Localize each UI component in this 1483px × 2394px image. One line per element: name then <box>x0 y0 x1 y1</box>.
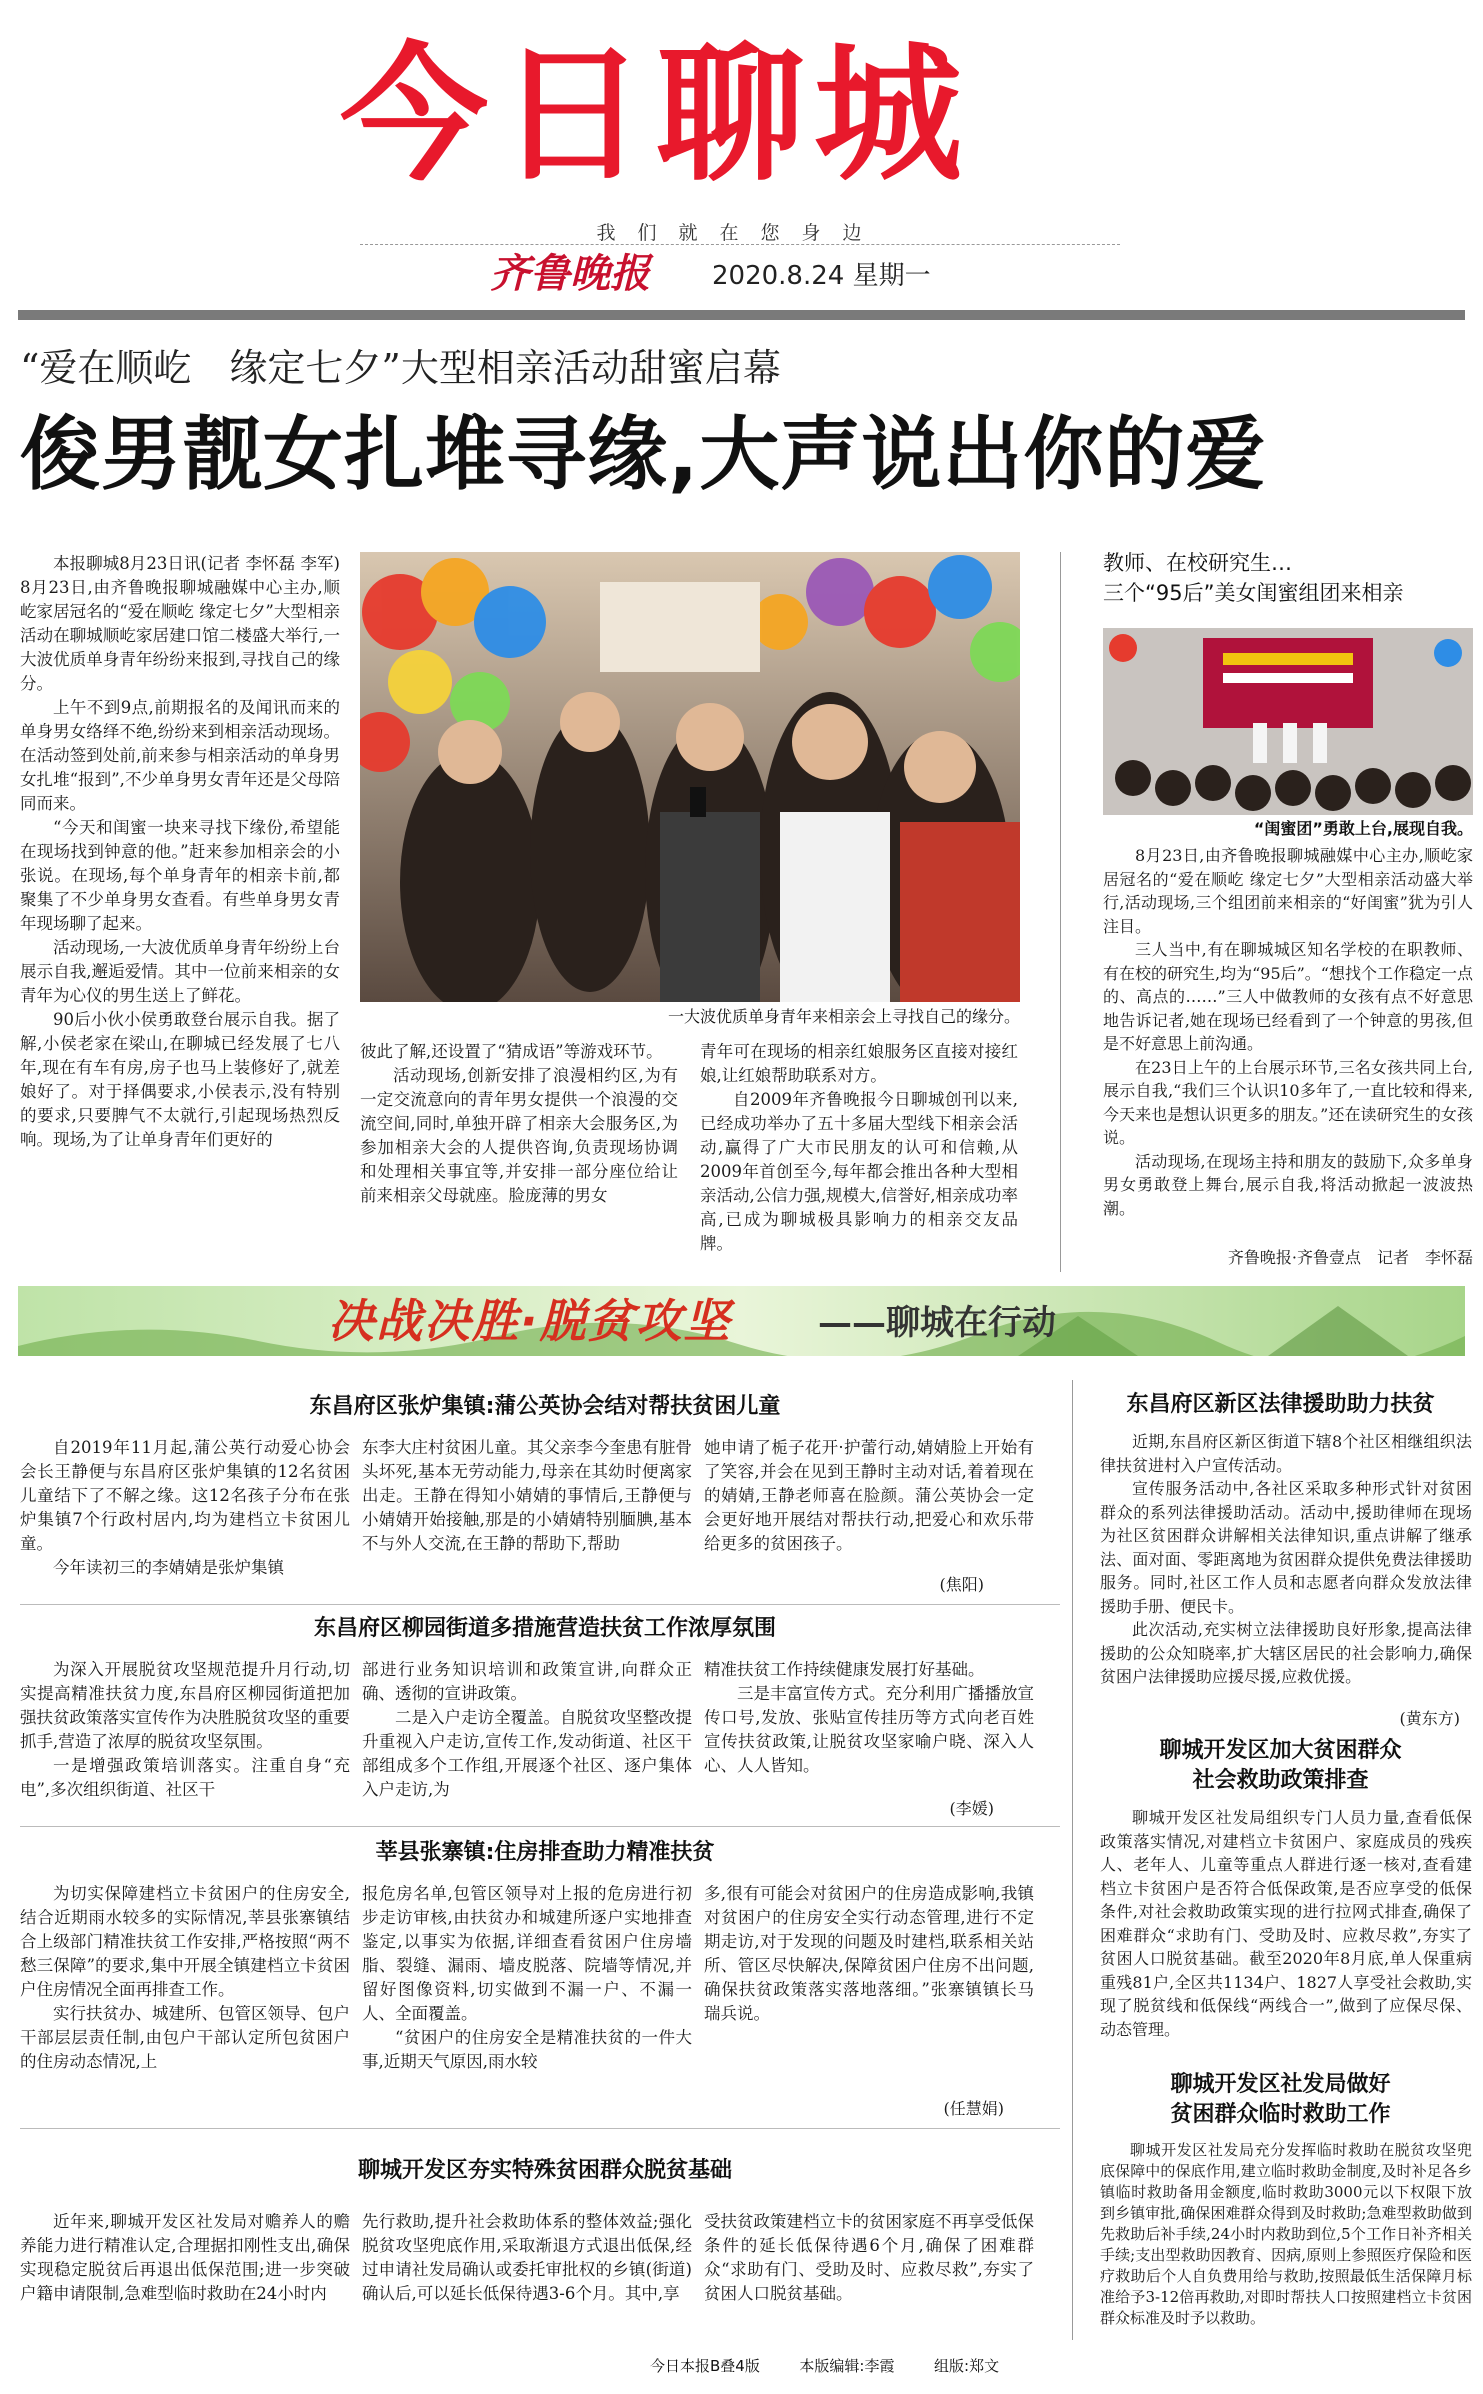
article-paragraph: 为深入开展脱贫攻坚规范提升月行动,切实提高精准扶贫力度,东昌府区柳园街道把加强扶贫政策落实宣传作为决胜脱贫攻坚的重要抓手,营造了浓厚的脱贫攻坚氛围。 <box>20 1660 350 1751</box>
lead-paragraph: 活动现场,一大波优质单身青年纷纷上台展示自我,邂逅爱情。其中一位前来相亲的女青年为心仪的男生送上了鲜花。 <box>20 938 340 1005</box>
lead-paragraph: “今天和闺蜜一块来寻找下缘份,希望能在现场找到钟意的他。”赶来参加相亲会的小张说。在现场,每个单身青年的相亲卡前,都聚集了不少单身男女查看。有些单身男女青年现场聊了起来。 <box>20 818 340 933</box>
lead-paragraph: 自2009年齐鲁晚报今日聊城创刊以来,已经成功举办了五十多届大型线下相亲会活动,赢得了广大市民朋友的认可和信赖,从2009年首创至今,每年都会推出各种大型相亲活动,公信力强,规模大,信誉好,相亲成功率高,已成为聊城极具影响力的相亲交友品牌。 <box>700 1090 1018 1253</box>
crowd-photo-illustration <box>360 552 1020 1002</box>
lead-headline: 俊男靓女扎堆寻缘,大声说出你的爱 <box>20 408 1267 501</box>
right-article-3-body <box>1100 2140 1472 2350</box>
banner-title: 决战决胜·脱贫攻坚 <box>328 1294 732 1348</box>
stage-photo-illustration <box>1103 628 1473 815</box>
side-headline <box>1103 548 1473 618</box>
section-banner <box>18 1286 1465 1356</box>
article-2-col-1 <box>20 1658 350 1818</box>
article-4-col-1 <box>20 2210 350 2340</box>
article-1-col-3 <box>704 1436 1034 1572</box>
lead-paragraph: 90后小伙小侯勇敢登台展示自我。据了解,小侯老家在梁山,在聊城已经发展了七八年,现在有车有房,房子也马上装修好了,就差娘好了。对于择偶要求,小侯表示,没有特别的要求,只要脾气不太就行,引起现场热烈反响。现场,为了让单身青年们更好的 <box>20 1010 340 1149</box>
article-paragraph: 多,很有可能会对贫困户的住房造成影响,我镇对贫困户的住房安全实行动态管理,进行不定期走访,对于发现的问题及时建档,联系相关站所、管区尽快解决,保障贫困户住房不出问题,确保扶贫政策落实落地落细。”张寨镇镇长马瑞兵说。 <box>704 1884 1034 2023</box>
footer-layout: 组版:郑文 <box>934 2357 1000 2375</box>
article-paragraph: 宣传服务活动中,各社区采取多种形式针对贫困群众的系列法律援助活动。活动中,援助律师在现场为社区贫困群众讲解相关法律知识,重点讲解了继承法、面对面、零距离地为贫困群众提供免费法律援助服务。同时,社区工作人员和志愿者向群众发放法律援助手册、便民卡。 <box>1100 1479 1472 1616</box>
article-3-col-3 <box>704 1882 1034 2094</box>
article-3-col-2 <box>362 1882 692 2120</box>
issue-date: 2020.8.24 星期一 <box>712 261 931 291</box>
lead-column-3 <box>700 1040 1018 1272</box>
article-paragraph: 她申请了栀子花开·护蕾行动,婧婧脸上开始有了笑容,并会在见到王静时主动对话,着着现在的婧婧,王静老师喜在脸颜。蒲公英协会一定会更好地开展结对帮扶行动,把爱心和欢乐带给更多的贫困孩子。 <box>704 1438 1034 1553</box>
side-title-1: 教师、在校研究生… <box>1103 551 1292 575</box>
article-paragraph: 此次活动,充实树立法律援助良好形象,提高法律援助的公众知晓率,扩大辖区居民的社会影响力,确保贫困户法律援助应援尽援,应救优援。 <box>1100 1620 1472 1686</box>
side-photo-caption: “闺蜜团”勇敢上台,展现自我。 <box>1253 819 1473 838</box>
article-paragraph: 精准扶贫工作持续健康发展打好基础。 <box>704 1660 985 1679</box>
article-3-col-1 <box>20 1882 350 2120</box>
masthead-slogan: 我们就在您身边 <box>360 218 1120 245</box>
right-article-2-body <box>1100 1806 1472 2064</box>
right-article-1-signature: (黄东方) <box>1399 1709 1460 1728</box>
right-article-1-title: 东昌府区新区法律援助助力扶贫 <box>1126 1392 1435 1417</box>
banner-subtitle: ——聊城在行动 <box>818 1303 1056 1343</box>
column-divider <box>1060 552 1061 1272</box>
right-article-1-body <box>1100 1430 1472 1730</box>
side-paragraph: 三人当中,有在聊城城区知名学校的在职教师、有在校的研究生,均为“95后”。“想找个工作稳定一点的、高点的……”三人中做教师的女孩有点不好意思地告诉记者,她在现场已经看到了一个钟意的男孩,但是不好意思上前沟通。 <box>1103 940 1473 1053</box>
article-paragraph: 受扶贫政策建档立卡的贫困家庭不再享受低保条件的延长低保待遇6个月,确保了困难群众“求助有门、受助及时、应救尽救”,夯实了贫困人口脱贫基础。 <box>704 2212 1034 2303</box>
lead-photo-caption: 一大波优质单身青年来相亲会上寻找自己的缘分。 <box>667 1007 1020 1026</box>
side-paragraph: 活动现场,在现场主持和朋友的鼓励下,众多单身男女勇敢登上舞台,展示自我,将活动掀起一波波热潮。 <box>1103 1151 1473 1218</box>
article-paragraph: 今年读初三的李婧婧是张炉集镇 <box>53 1558 284 1577</box>
article-2-signature: (李媛) <box>949 1799 994 1818</box>
article-paragraph: 一是增强政策培训落实。注重自身“充电”,多次组织街道、社区干 <box>20 1756 350 1799</box>
article-4-title: 聊城开发区夯实特殊贫困群众脱贫基础 <box>357 2158 732 2183</box>
right-article-2-title-line-2: 社会救助政策排查 <box>1192 1768 1369 1793</box>
lead-paragraph: 活动现场,创新安排了浪漫相约区,为有一定交流意向的青年男女提供一个浪漫的交流空间,同时,单独开辟了相亲大会服务区,为参加相亲大会的人提供咨询,负责现场协调和处理相关事宜等,并安排一部分座位给让前来相亲父母就座。脸庞薄的男女 <box>360 1066 678 1205</box>
article-paragraph: “贫困户的住房安全是精准扶贫的一件大事,近期天气原因,雨水较 <box>362 2028 692 2071</box>
lead-paragraph: 彼此了解,还设置了“猜成语”等游戏环节。 <box>360 1042 663 1061</box>
article-paragraph: 二是入户走访全覆盖。自脱贫攻坚整改提升重视入户走访,宣传工作,发动街道、社区干部组成多个工作组,开展逐个社区、逐户集体入户走访,为 <box>362 1708 692 1799</box>
side-paragraph: 8月23日,由齐鲁晚报聊城融媒中心主办,顺屹家居冠名的“爱在顺屹 缘定七夕”大型相亲活动盛大举行,活动现场,三个组团前来相亲的“好闺蜜”犹为引人注目。 <box>1103 846 1473 936</box>
article-paragraph: 聊城开发区社发局充分发挥临时救助在脱贫攻坚兜底保障中的保底作用,建立临时救助金制度,及时补足各乡镇临时救助备用金额度,临时救助3000元以下权限下放到乡镇审批,确保困难群众得到及时救助;急难型救助做到先救助后补手续,24小时内救助到位,5个工作日补齐相关手续;支出型救助因教育、因病,原则上参照医疗保险和医疗救助后个人自负费用给与救助,按照最低生活保障月标准给予3-12倍再救助,对即时帮扶人口按照建档立卡贫困群众标准及时予以救助。 <box>1100 2141 1472 2327</box>
page-footer <box>650 2352 1470 2380</box>
lead-column-2 <box>360 1040 678 1272</box>
article-1-col-2 <box>362 1436 692 1596</box>
article-2-col-3 <box>704 1658 1034 1794</box>
article-paragraph: 报危房名单,包管区领导对上报的危房进行初步走访审核,由扶贫办和城建所逐户实地排查鉴定,以事实为依据,详细查看贫困户住房墙脂、裂缝、漏雨、墙皮脱落、院墙等情况,并留好图像资料,切实做到不漏一户、不漏一人、全面覆盖。 <box>362 1884 692 2023</box>
footer-edition: 今日本报B叠4版 <box>650 2357 760 2375</box>
footer-editor: 本版编辑:李霞 <box>799 2357 895 2375</box>
lead-paragraph: 青年可在现场的相亲红娘服务区直接对接红娘,让红娘帮助联系对方。 <box>700 1042 1018 1085</box>
newspaper-brand: 齐鲁晚报 <box>490 250 650 297</box>
masthead-logo: 今日聊城 <box>340 29 972 201</box>
banner-background <box>18 1286 1465 1356</box>
article-divider <box>20 1604 1060 1605</box>
article-1-col-1 <box>20 1436 350 1596</box>
article-paragraph: 三是丰富宣传方式。充分利用广播播放宣传口号,发放、张贴宣传挂历等方式向老百姓宣传扶贫政策,让脱贫攻坚家喻户晓、深入人心、人人皆知。 <box>704 1684 1034 1775</box>
article-4-col-2 <box>362 2210 692 2340</box>
article-paragraph: 先行救助,提升社会救助体系的整体效益;强化脱贫攻坚兜底作用,采取渐退方式退出低保,经过申请社发局确认或委托审批权的乡镇(街道)确认后,可以延长低保待遇3-6个月。其中,享 <box>362 2212 692 2303</box>
column-divider <box>1072 1380 1073 2340</box>
article-paragraph: 实行扶贫办、城建所、包管区领导、包户干部层层责任制,由包户干部认定所包贫困户的住房动态情况,上 <box>20 2004 350 2071</box>
article-divider <box>20 2128 1060 2129</box>
article-divider <box>20 1826 1060 1827</box>
article-2-title: 东昌府区柳园街道多措施营造扶贫工作浓厚氛围 <box>313 1616 776 1641</box>
lead-paragraph: 本报聊城8月23日讯(记者 李怀磊 李军) 8月23日,由齐鲁晚报聊城融媒中心主办,顺屹家居冠名的“爱在顺屹 缘定七夕”大型相亲活动在聊城顺屹家居建口馆二楼盛大举行,一大波优质单身青年纷纷来报到,寻找自己的缘分。 <box>20 554 340 693</box>
right-article-3-title-line-1: 聊城开发区社发局做好 <box>1170 2072 1391 2097</box>
article-paragraph: 为切实保障建档立卡贫困户的住房安全,结合近期雨水较多的实际情况,莘县张寨镇结合上级部门精准扶贫工作安排,严格按照“两不愁三保障”的要求,集中开展全镇建档立卡贫困户住房情况全面再排查工作。 <box>20 1884 350 1999</box>
lead-kicker: “爱在顺屹 缘定七夕”大型相亲活动甜蜜启幕 <box>20 346 781 390</box>
side-column <box>1103 844 1473 1244</box>
article-1-title: 东昌府区张炉集镇:蒲公英协会结对帮扶贫困儿童 <box>309 1394 781 1419</box>
right-article-3-title-line-2: 贫困群众临时救助工作 <box>1170 2102 1391 2127</box>
article-paragraph: 聊城开发区社发局组织专门人员力量,查看低保政策落实情况,对建档立卡贫困户、家庭成员的残疾人、老年人、儿童等重点人群进行逐一核对,查看建档立卡贫困户是否符合低保政策,是否应享受的低保条件,对社会救助政策实现的进行拉网式排查,确保了困难群众“求助有门、受助及时、应救尽救”,夯实了贫困人口脱贫基础。截至2020年8月底,单人保重病重残81户,全区共1134户、1827人享受社会救助,实现了脱贫线和低保线“两线合一”,做到了应保尽保、动态管理。 <box>1100 1808 1472 2039</box>
lead-paragraph: 上午不到9点,前期报名的及闻讯而来的单身男女络绎不绝,纷纷来到相亲活动现场。在活动签到处前,前来参与相亲活动的单身男女扎堆“报到”,不少单身男女青年还是父母陪同而来。 <box>20 698 340 813</box>
article-paragraph: 部进行业务知识培训和政策宣讲,向群众正确、透彻的宣讲政策。 <box>362 1660 692 1703</box>
article-3-title: 莘县张寨镇:住房排查助力精准扶贫 <box>375 1840 715 1865</box>
side-photo <box>1103 628 1473 815</box>
article-2-col-2 <box>362 1658 692 1818</box>
right-article-3-title <box>1088 2070 1473 2132</box>
article-1-signature: (焦阳) <box>939 1575 984 1594</box>
right-article-2-title <box>1088 1736 1473 1798</box>
lead-column-1 <box>20 552 340 1272</box>
article-paragraph: 自2019年11月起,蒲公英行动爱心协会会长王静便与东昌府区张炉集镇的12名贫困儿童结下了不解之缘。这12名孩子分布在张炉集镇7个行政村居内,均为建档立卡贫困儿童。 <box>20 1438 350 1553</box>
article-paragraph: 近年来,聊城开发区社发局对赡养人的赡养能力进行精准认定,合理据扣刚性支出,确保实现稳定脱贫后再退出低保范围;进一步突破户籍申请限制,急难型临时救助在24小时内 <box>20 2212 350 2303</box>
article-4-col-3 <box>704 2210 1034 2340</box>
top-divider-bar <box>18 310 1465 320</box>
lead-photo <box>360 552 1020 1002</box>
masthead <box>0 0 1483 300</box>
right-article-2-title-line-1: 聊城开发区加大贫困群众 <box>1159 1738 1402 1763</box>
article-3-signature: (任慧娟) <box>943 2099 1004 2118</box>
article-paragraph: 东李大庄村贫困儿童。其父亲李今奎患有脏骨头坏死,基本无劳动能力,母亲在其幼时便离家出走。王静在得知小婧婧的事情后,王静便与小婧婧开始接触,那是的小婧婧特别腼腆,基本不与外人交流,在王静的帮助下,帮助 <box>362 1438 692 1553</box>
side-paragraph: 在23日上午的上台展示环节,三名女孩共同上台,展示自我,“我们三个认识10多年了,一直比较和得来,今天来也是想认识更多的朋友。”还在读研究生的女孩说。 <box>1103 1057 1473 1147</box>
side-title-2: 三个“95后”美女闺蜜组团来相亲 <box>1103 581 1404 605</box>
side-signature: 齐鲁晚报·齐鲁壹点 记者 李怀磊 <box>1227 1248 1473 1267</box>
article-paragraph: 近期,东昌府区新区街道下辖8个社区相继组织法律扶贫进村入户宣传活动。 <box>1100 1432 1472 1475</box>
